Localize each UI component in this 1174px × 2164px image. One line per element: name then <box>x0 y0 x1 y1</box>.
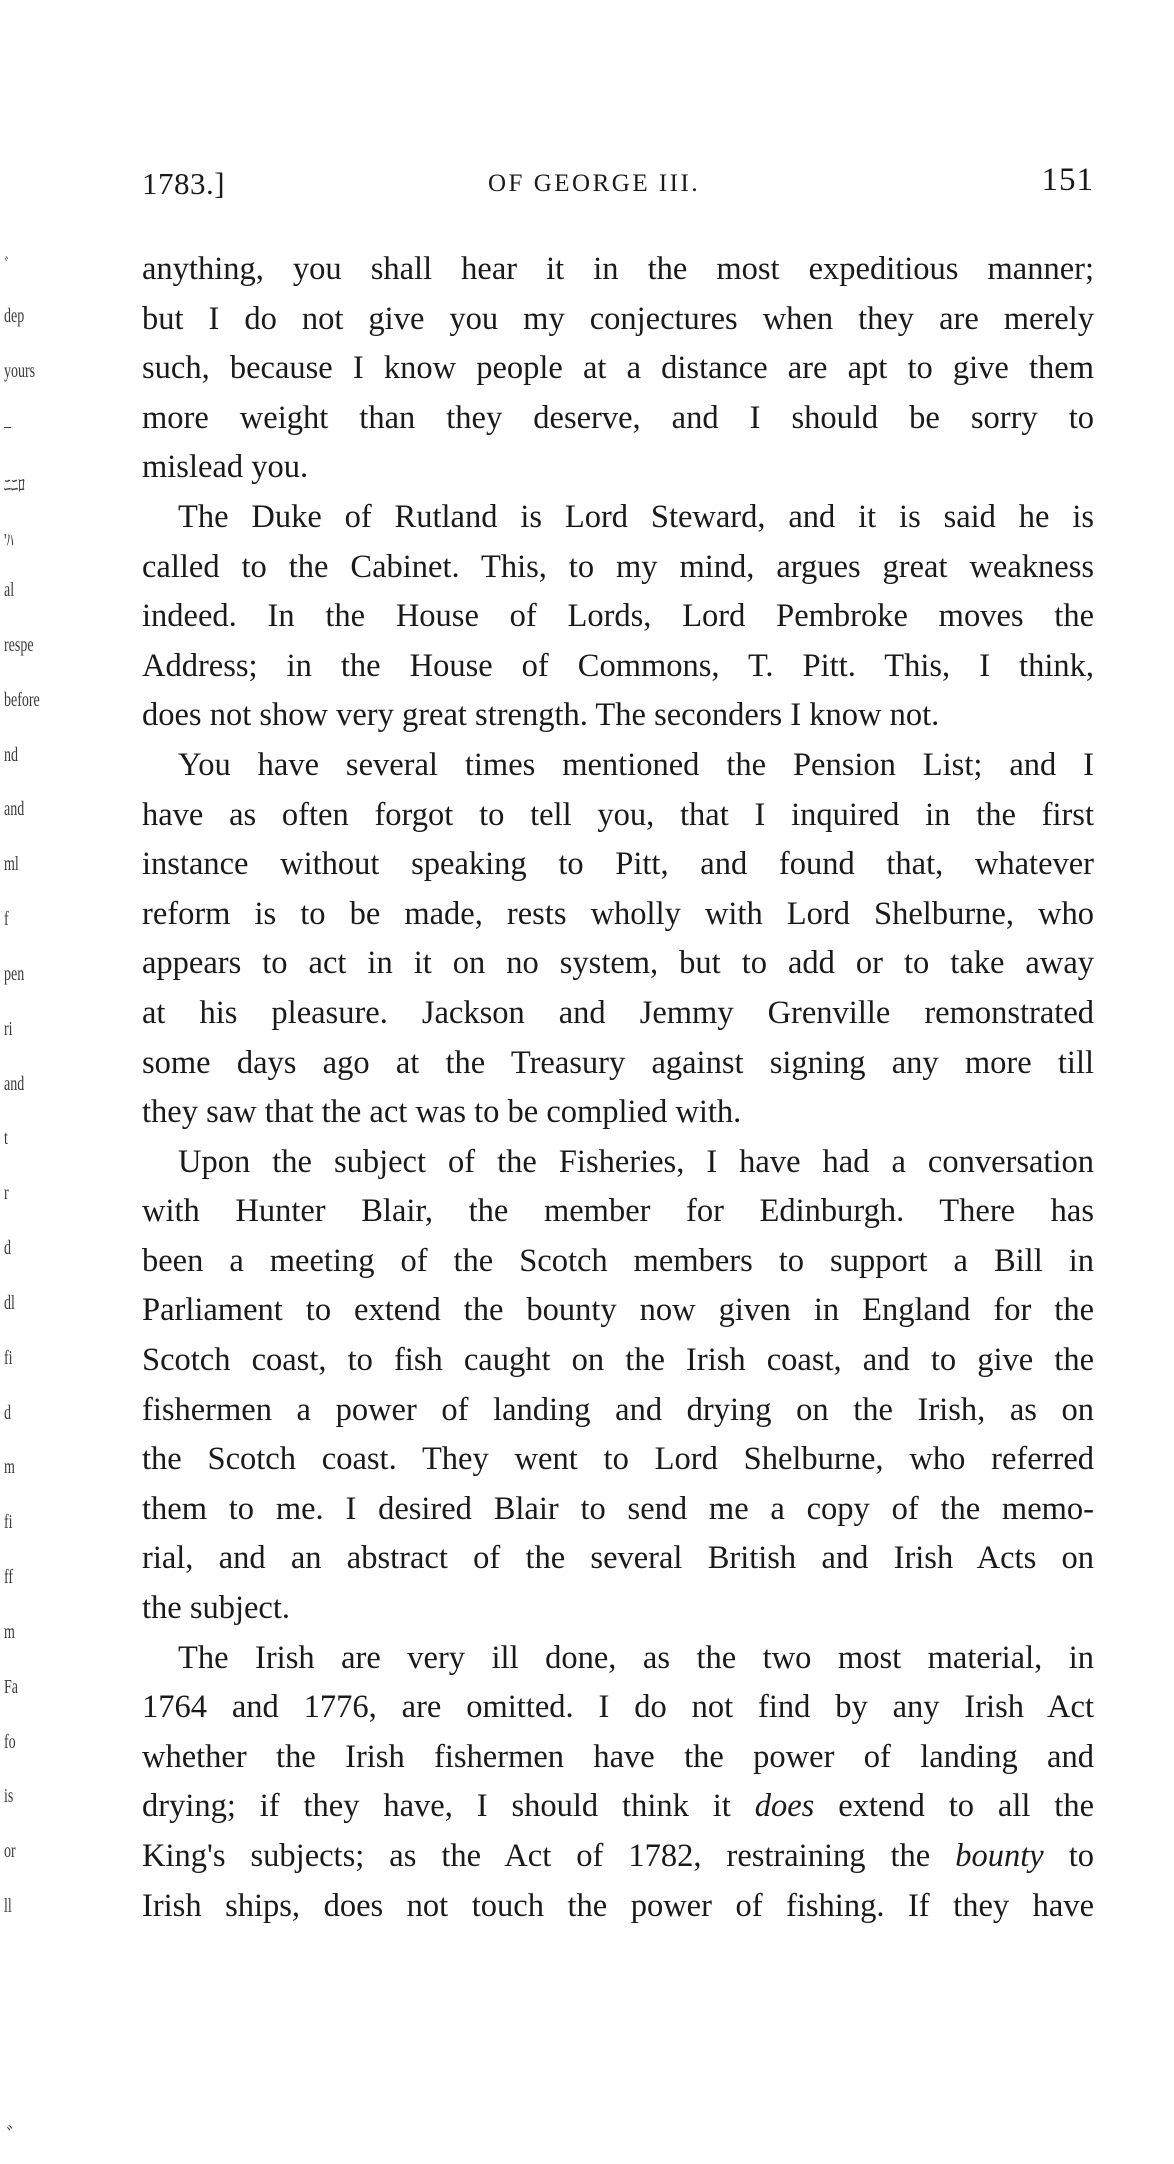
bleed-mark: ff <box>4 1566 14 1588</box>
text-line: have as often forgot to tell you, that I inquired in the first <box>142 796 1094 833</box>
paragraph <box>142 245 1094 493</box>
text-line: they saw that the act was to be complied with. <box>142 1094 742 1131</box>
paragraph <box>142 1634 1094 1932</box>
bleed-mark: m <box>4 1456 15 1478</box>
text-line: such, because I know people at a distance are apt to give them <box>142 350 1094 387</box>
running-head <box>142 162 1094 206</box>
bleed-mark: ﾆﾆﾛ <box>4 475 25 497</box>
text-line: 1764 and 1776, are omitted. I do not find by any Irish Act <box>142 1689 1094 1726</box>
text-line: You have several times mentioned the Pension List; and I <box>178 746 1094 783</box>
bleed-mark: Fa <box>4 1676 18 1698</box>
text-line: does not show very great strength. The seconders I know not. <box>142 697 940 734</box>
bleed-mark: al <box>4 579 15 601</box>
bleed-mark: or <box>4 1840 16 1862</box>
text-line: indeed. In the House of Lords, Lord Pembroke moves the <box>142 598 1094 635</box>
bleed-mark: respe <box>4 634 34 656</box>
text-line: with Hunter Blair, the member for Edinburgh. There has <box>142 1193 1094 1230</box>
bleed-mark: before <box>4 689 40 711</box>
text-line: the subject. <box>142 1590 291 1627</box>
paragraph <box>142 493 1094 741</box>
bleed-mark: m <box>4 1621 15 1643</box>
bleed-mark: ri <box>4 1018 13 1040</box>
text-line: at his pleasure. Jackson and Jemmy Grenville remonstrated <box>142 994 1094 1031</box>
text-line: reform is to be made, rests wholly with Lord Shelburne, who <box>142 895 1094 932</box>
text-run: extend to all the <box>838 1788 1094 1825</box>
text-line: but I do not give you my conjectures when they are merely <box>142 300 1094 337</box>
running-head-title: OF GEORGE III. <box>488 170 701 197</box>
italic-word: bounty <box>955 1838 1044 1874</box>
bleed-mark: f <box>4 908 9 930</box>
text-run: drying; if they have, I should think it <box>142 1788 731 1825</box>
bleed-mark: yours <box>4 360 36 382</box>
italic-word: does <box>754 1788 815 1825</box>
text-line-with-italic <box>142 1782 1094 1832</box>
text-line: the Scotch coast. They went to Lord Shelburne, who referred <box>142 1441 1094 1478</box>
bleed-mark: 'ﾊ <box>4 530 14 552</box>
bleed-mark: dl <box>4 1292 15 1314</box>
text-line: Upon the subject of the Fisheries, I have had a conversation <box>178 1143 1094 1180</box>
text-line: rial, and an abstract of the several British and Irish Acts on <box>142 1540 1094 1577</box>
text-line: Address; in the House of Commons, T. Pitt. This, I think, <box>142 647 1094 684</box>
bleed-mark: pen <box>4 963 25 985</box>
running-head-year: 1783.] <box>142 166 226 201</box>
corner-mark: ﾞ <box>6 2125 18 2150</box>
text-line: appears to act in it on no system, but to add or to take away <box>142 945 1094 982</box>
body-text <box>142 245 1094 1931</box>
text-line: instance without speaking to Pitt, and found that, whatever <box>142 846 1094 883</box>
text-line: more weight than they deserve, and I should be sorry to <box>142 399 1094 436</box>
text-line: anything, you shall hear it in the most expeditious manner; <box>142 251 1094 287</box>
text-run: to <box>1068 1838 1095 1874</box>
bleed-mark: fo <box>4 1731 16 1753</box>
text-line: The Duke of Rutland is Lord Steward, and it is said he is <box>178 498 1094 535</box>
bleed-mark: d <box>4 1402 11 1424</box>
text-line: fishermen a power of landing and drying on the Irish, as on <box>142 1391 1094 1428</box>
text-line: some days ago at the Treasury against signing any more till <box>142 1044 1094 1081</box>
bleed-mark: ml <box>4 853 19 875</box>
bleed-mark: fi <box>4 1511 13 1533</box>
text-line: The Irish are very ill done, as the two most material, in <box>178 1639 1094 1676</box>
paragraph <box>142 741 1094 1138</box>
margin-bleed-through <box>0 250 70 1970</box>
text-line: whether the Irish fishermen have the power of landing and <box>142 1738 1094 1775</box>
text-line: Irish ships, does not touch the power of fishing. If they have <box>142 1887 1094 1924</box>
text-line-with-italic <box>142 1832 1094 1882</box>
bleed-mark: is <box>4 1785 14 1807</box>
text-run: King's subjects; as the Act of 1782, restraining the <box>142 1838 931 1874</box>
bleed-mark: and <box>4 798 25 820</box>
paragraph <box>142 1138 1094 1634</box>
bleed-mark: d <box>4 1237 11 1259</box>
page-number: 151 <box>1041 162 1094 198</box>
text-line: them to me. I desired Blair to send me a copy of the memo- <box>142 1490 1094 1527</box>
bleed-mark: r <box>4 1182 9 1204</box>
bleed-mark: ll <box>4 1895 12 1917</box>
text-line: Parliament to extend the bounty now given in England for the <box>142 1292 1094 1329</box>
text-line: called to the Cabinet. This, to my mind, argues great weakness <box>142 548 1094 585</box>
bleed-mark: nd <box>4 744 18 766</box>
text-line: Scotch coast, to fish caught on the Irish coast, and to give the <box>142 1342 1094 1379</box>
bleed-mark: t <box>4 1127 8 1149</box>
bleed-mark: ﾞ <box>4 256 11 278</box>
bleed-mark: and <box>4 1073 25 1095</box>
bleed-mark: fi <box>4 1347 13 1369</box>
text-line: been a meeting of the Scotch members to support a Bill in <box>142 1242 1094 1279</box>
bleed-mark: dep <box>4 305 25 327</box>
bleed-mark: – <box>4 415 11 437</box>
text-line: mislead you. <box>142 449 309 486</box>
